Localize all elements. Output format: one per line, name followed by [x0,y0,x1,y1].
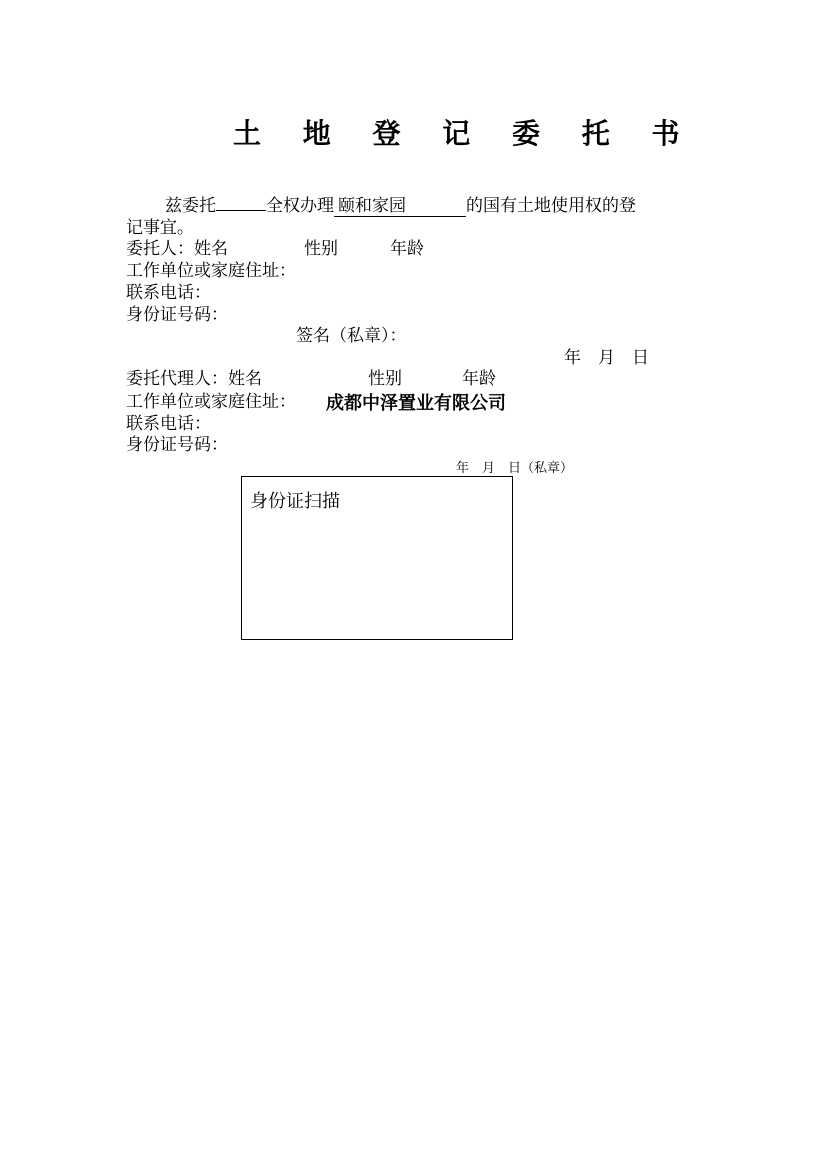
principal-signature-label: 签名（私章）： [296,326,407,346]
principal-id-label: 身份证号码： [126,305,228,325]
principal-address-label: 工作单位或家庭住址： [126,261,296,281]
intro-prefix: 兹委托 [165,196,216,216]
agent-id-label: 身份证号码： [126,435,228,455]
principal-age-label: 年龄 [390,239,424,259]
agent-name-label: 委托代理人：姓名 [126,369,262,389]
principal-blank [216,195,266,211]
agent-gender-label: 性别 [368,369,402,389]
principal-name-label: 委托人：姓名 [126,239,228,259]
agent-address-label: 工作单位或家庭住址： [126,392,296,412]
document-title: 土 地 登 记 委 托 书 [233,117,696,150]
agent-phone-label: 联系电话： [126,414,211,434]
project-name: 颐和家园 [334,196,466,217]
agent-age-label: 年龄 [462,369,496,389]
principal-phone-label: 联系电话： [126,283,211,303]
principal-gender-label: 性别 [304,239,338,259]
agent-date-seal-label: 年 月 日（私章） [456,461,574,476]
agent-address-value: 成都中泽置业有限公司 [326,393,506,414]
intro-line [165,195,636,217]
intro-suffix: 的国有土地使用权的登 [466,196,636,216]
id-scan-label: 身份证扫描 [250,491,340,512]
principal-date-label: 年 月 日 [564,348,649,368]
id-scan-box [241,476,513,640]
intro-continuation: 记事宜。 [126,218,194,238]
intro-mid: 全权办理 [266,196,334,216]
